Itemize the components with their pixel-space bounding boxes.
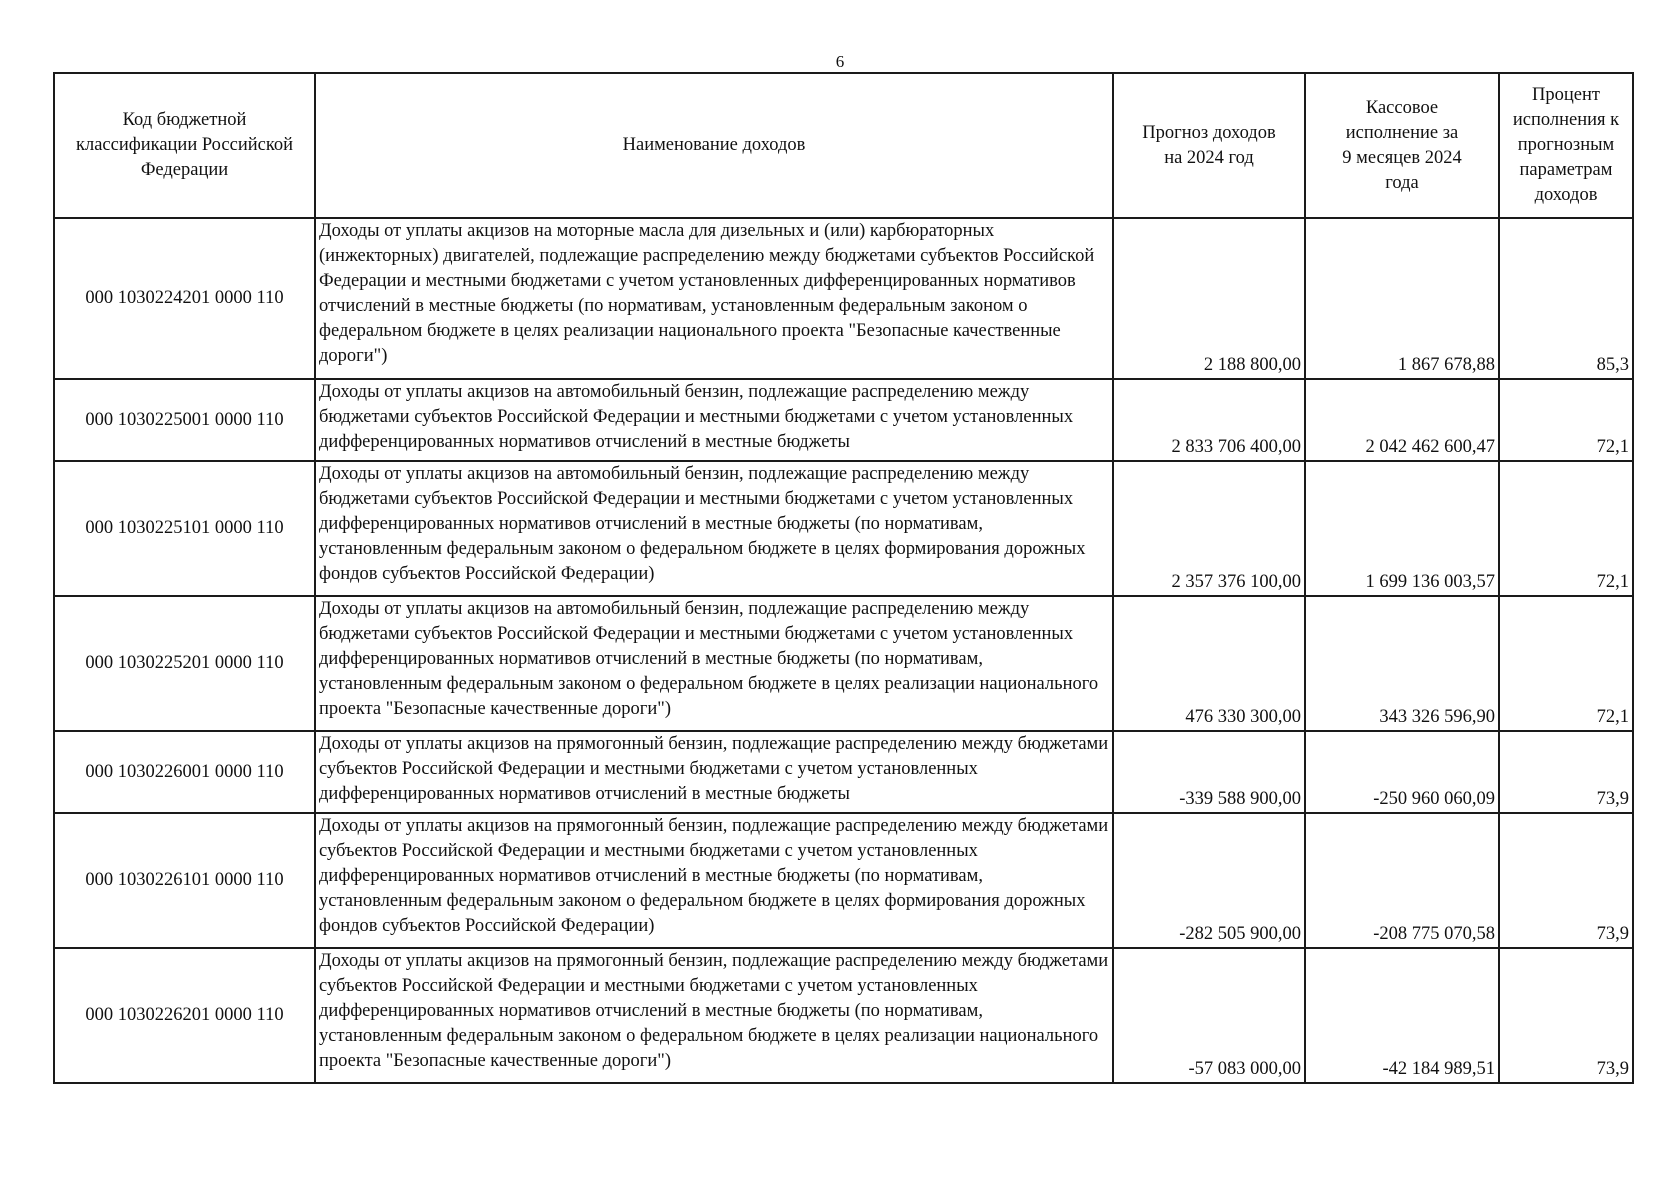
- row-code: 000 1030226001 0000 110: [54, 731, 315, 813]
- table-row: [54, 948, 1633, 1083]
- row-forecast: 476 330 300,00: [1113, 596, 1305, 731]
- header-actual: [1305, 73, 1499, 218]
- row-name: Доходы от уплаты акцизов на прямогонный бензин, подлежащие распределению между бюджетами субъектов Российской Федерации и местными бюджетами с учетом установленных дифференцированных нормативов отчислений в местные бюджеты (по нормативам, установленным федеральным законом о федеральном бюджете в целях реализации национального проекта "Безопасные качественные дороги"): [315, 948, 1113, 1083]
- table-row: [54, 731, 1633, 813]
- row-forecast: 2 188 800,00: [1113, 218, 1305, 379]
- page-number: 6: [835, 52, 845, 71]
- header-code: [54, 73, 315, 218]
- row-percent: 72,1: [1499, 461, 1633, 596]
- revenue-table: [53, 72, 1634, 1084]
- header-code-label: Код бюджетной классификации Российской Федерации: [75, 110, 294, 180]
- header-percent-label: Процент исполнения к прогнозным параметрам доходов: [1512, 85, 1620, 205]
- header-forecast: [1113, 73, 1305, 218]
- row-percent: 85,3: [1499, 218, 1633, 379]
- table-row: [54, 379, 1633, 461]
- header-percent: [1499, 73, 1633, 218]
- row-code: 000 1030226101 0000 110: [54, 813, 315, 948]
- header-name-label: Наименование доходов: [622, 135, 806, 155]
- row-percent: 72,1: [1499, 596, 1633, 731]
- header-actual-label: Кассовое исполнение за 9 месяцев 2024 года: [1342, 97, 1462, 193]
- row-percent: 73,9: [1499, 948, 1633, 1083]
- table-row: [54, 218, 1633, 379]
- row-actual: -208 775 070,58: [1305, 813, 1499, 948]
- row-forecast: 2 357 376 100,00: [1113, 461, 1305, 596]
- row-name: Доходы от уплаты акцизов на автомобильный бензин, подлежащие распределению между бюджетами субъектов Российской Федерации и местными бюджетами с учетом установленных дифференцированных нормативов отчислений в местные бюджеты (по нормативам, установленным федеральным законом о федеральном бюджете в целях реализации национального проекта "Безопасные качественные дороги"): [315, 596, 1113, 731]
- row-code: 000 1030226201 0000 110: [54, 948, 315, 1083]
- row-code: 000 1030225201 0000 110: [54, 596, 315, 731]
- row-code: 000 1030224201 0000 110: [54, 218, 315, 379]
- row-name: Доходы от уплаты акцизов на прямогонный бензин, подлежащие распределению между бюджетами субъектов Российской Федерации и местными бюджетами с учетом установленных дифференцированных нормативов отчислений в местные бюджеты: [315, 731, 1113, 813]
- header-forecast-label: Прогноз доходов на 2024 год: [1142, 122, 1276, 168]
- row-percent: 73,9: [1499, 731, 1633, 813]
- table-row: [54, 461, 1633, 596]
- header-name: [315, 73, 1113, 218]
- table-row: [54, 596, 1633, 731]
- row-forecast: -57 083 000,00: [1113, 948, 1305, 1083]
- table-row: [54, 813, 1633, 948]
- row-actual: -250 960 060,09: [1305, 731, 1499, 813]
- row-code: 000 1030225101 0000 110: [54, 461, 315, 596]
- row-actual: 1 699 136 003,57: [1305, 461, 1499, 596]
- row-actual: 2 042 462 600,47: [1305, 379, 1499, 461]
- row-name: Доходы от уплаты акцизов на автомобильный бензин, подлежащие распределению между бюджетами субъектов Российской Федерации и местными бюджетами с учетом установленных дифференцированных нормативов отчислений в местные бюджеты (по нормативам, установленным федеральным законом о федеральном бюджете в целях формирования дорожных фондов субъектов Российской Федерации): [315, 461, 1113, 596]
- row-actual: 1 867 678,88: [1305, 218, 1499, 379]
- row-actual: 343 326 596,90: [1305, 596, 1499, 731]
- row-percent: 72,1: [1499, 379, 1633, 461]
- row-actual: -42 184 989,51: [1305, 948, 1499, 1083]
- row-forecast: 2 833 706 400,00: [1113, 379, 1305, 461]
- table-header-row: [54, 73, 1633, 218]
- row-forecast: -282 505 900,00: [1113, 813, 1305, 948]
- row-forecast: -339 588 900,00: [1113, 731, 1305, 813]
- row-name: Доходы от уплаты акцизов на прямогонный бензин, подлежащие распределению между бюджетами субъектов Российской Федерации и местными бюджетами с учетом установленных дифференцированных нормативов отчислений в местные бюджеты (по нормативам, установленным федеральным законом о федеральном бюджете в целях формирования дорожных фондов субъектов Российской Федерации): [315, 813, 1113, 948]
- row-code: 000 1030225001 0000 110: [54, 379, 315, 461]
- row-name: Доходы от уплаты акцизов на моторные масла для дизельных и (или) карбюраторных (инжекторных) двигателей, подлежащие распределению между бюджетами субъектов Российской Федерации и местными бюджетами с учетом установленных дифференцированных нормативов отчислений в местные бюджеты (по нормативам, установленным федеральным законом о федеральном бюджете в целях реализации национального проекта "Безопасные качественные дороги"): [315, 218, 1113, 379]
- row-percent: 73,9: [1499, 813, 1633, 948]
- row-name: Доходы от уплаты акцизов на автомобильный бензин, подлежащие распределению между бюджетами субъектов Российской Федерации и местными бюджетами с учетом установленных дифференцированных нормативов отчислений в местные бюджеты: [315, 379, 1113, 461]
